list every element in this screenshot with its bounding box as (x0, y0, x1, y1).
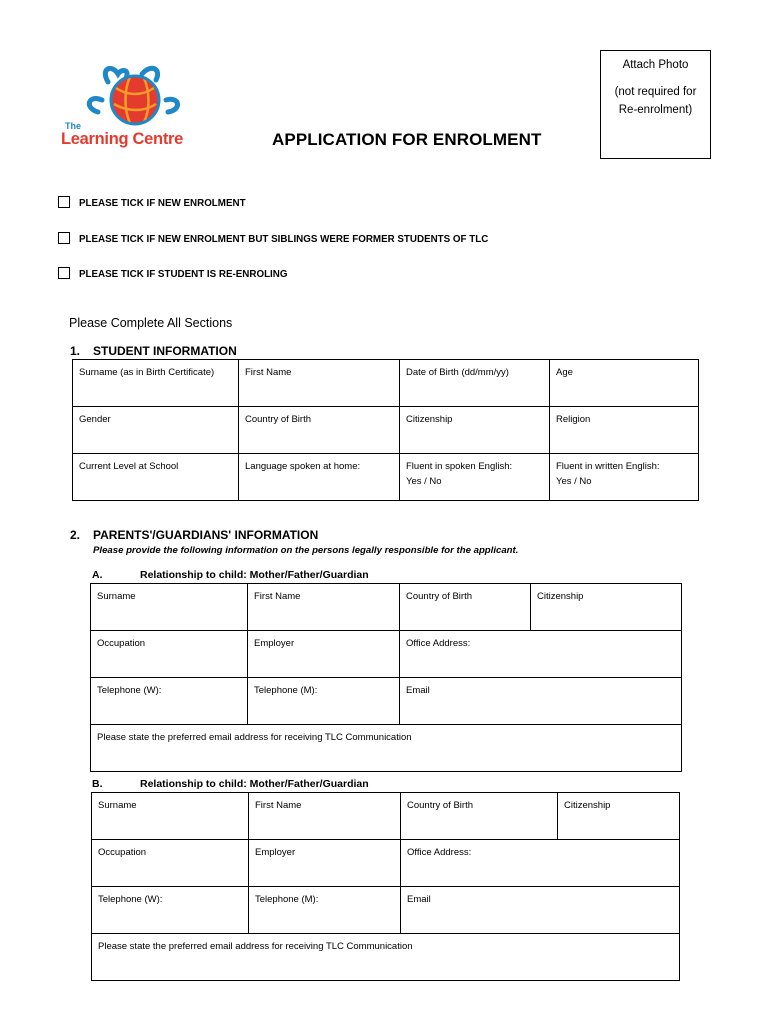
guardian-b-surname-cell[interactable]: Surname (92, 793, 249, 840)
guardian-a-heading (92, 569, 369, 581)
section2-title: PARENTS'/GUARDIANS' INFORMATION (93, 528, 319, 542)
guardian-a-citizenship-cell[interactable]: Citizenship (531, 584, 682, 631)
guardian-a-letter: A. (92, 569, 103, 581)
age-cell[interactable]: Age (550, 360, 699, 407)
photo-box-line2: (not required for (614, 86, 697, 98)
guardian-a-telephone-w-cell[interactable]: Telephone (W): (91, 678, 248, 725)
fluent-written-label: Fluent in written English: (556, 461, 660, 472)
language-cell[interactable]: Language spoken at home: (239, 454, 400, 501)
guardian-a-occupation-cell[interactable]: Occupation (91, 631, 248, 678)
tick-new-enrolment (58, 196, 246, 209)
gender-cell[interactable]: Gender (73, 407, 239, 454)
guardian-b-occupation-cell[interactable]: Occupation (92, 840, 249, 887)
guardian-a-preferred-email-cell[interactable]: Please state the preferred email address for receiving TLC Communication (91, 725, 682, 772)
religion-cell[interactable]: Religion (550, 407, 699, 454)
guardian-b-first-name-cell[interactable]: First Name (249, 793, 401, 840)
guardian-a-country-cell[interactable]: Country of Birth (400, 584, 531, 631)
fluent-written-cell[interactable] (550, 454, 699, 501)
guardian-b-heading (92, 778, 369, 790)
country-of-birth-cell[interactable]: Country of Birth (239, 407, 400, 454)
instructions: Please Complete All Sections (69, 316, 233, 330)
tlc-logo (60, 60, 220, 155)
checkbox-new-enrolment[interactable] (58, 196, 70, 208)
page-title: APPLICATION FOR ENROLMENT (272, 130, 542, 149)
guardian-b-citizenship-cell[interactable]: Citizenship (558, 793, 680, 840)
student-info-table (72, 359, 699, 501)
guardian-a-email-cell[interactable]: Email (400, 678, 682, 725)
guardian-b-letter: B. (92, 778, 103, 790)
attach-photo-box[interactable] (600, 50, 711, 159)
tick-label: PLEASE TICK IF NEW ENROLMENT (79, 198, 246, 209)
fluent-spoken-yes-no: Yes / No (406, 476, 442, 487)
guardian-b-office-address-cell[interactable]: Office Address: (401, 840, 680, 887)
tick-label: PLEASE TICK IF STUDENT IS RE-ENROLING (79, 269, 288, 280)
tick-label: PLEASE TICK IF NEW ENROLMENT BUT SIBLINGS WERE FORMER STUDENTS OF TLC (79, 234, 489, 245)
guardian-a-surname-cell[interactable]: Surname (91, 584, 248, 631)
guardian-b-country-cell[interactable]: Country of Birth (401, 793, 558, 840)
section1-heading (70, 344, 237, 358)
logo-text-learning-centre: Learning Centre (61, 130, 184, 148)
guardian-a-first-name-cell[interactable]: First Name (248, 584, 400, 631)
guardian-b-telephone-m-cell[interactable]: Telephone (M): (249, 887, 401, 934)
guardian-a-relationship: Relationship to child: Mother/Father/Guardian (140, 569, 369, 581)
fluent-written-yes-no: Yes / No (556, 476, 592, 487)
checkbox-siblings-former-students[interactable] (58, 232, 70, 244)
citizenship-cell[interactable]: Citizenship (400, 407, 550, 454)
guardian-a-telephone-m-cell[interactable]: Telephone (M): (248, 678, 400, 725)
checkbox-re-enroling[interactable] (58, 267, 70, 279)
first-name-cell[interactable]: First Name (239, 360, 400, 407)
guardian-b-table (91, 792, 680, 981)
guardian-a-employer-cell[interactable]: Employer (248, 631, 400, 678)
guardian-a-table (90, 583, 682, 772)
guardian-a-office-address-cell[interactable]: Office Address: (400, 631, 682, 678)
guardian-b-telephone-w-cell[interactable]: Telephone (W): (92, 887, 249, 934)
fluent-spoken-cell[interactable] (400, 454, 550, 501)
tick-siblings-former-students (58, 232, 488, 245)
guardian-b-employer-cell[interactable]: Employer (249, 840, 401, 887)
date-of-birth-cell[interactable]: Date of Birth (dd/mm/yy) (400, 360, 550, 407)
guardian-b-email-cell[interactable]: Email (401, 887, 680, 934)
guardian-b-relationship: Relationship to child: Mother/Father/Guardian (140, 778, 369, 790)
photo-box-line3: Re-enrolment) (618, 104, 693, 116)
logo-text-the: The (65, 121, 82, 131)
section2-number: 2. (70, 528, 81, 542)
section1-title: STUDENT INFORMATION (93, 344, 237, 358)
section2-heading (70, 528, 318, 542)
section2-note: Please provide the following information on the persons legally responsible for the applicant. (93, 545, 519, 556)
surname-cell[interactable]: Surname (as in Birth Certificate) (73, 360, 239, 407)
photo-box-line1: Attach Photo (622, 59, 689, 71)
fluent-spoken-label: Fluent in spoken English: (406, 461, 513, 472)
current-level-cell[interactable]: Current Level at School (73, 454, 239, 501)
tick-re-enroling (58, 267, 287, 280)
guardian-b-preferred-email-cell[interactable]: Please state the preferred email address for receiving TLC Communication (92, 934, 680, 981)
section1-number: 1. (70, 344, 81, 358)
